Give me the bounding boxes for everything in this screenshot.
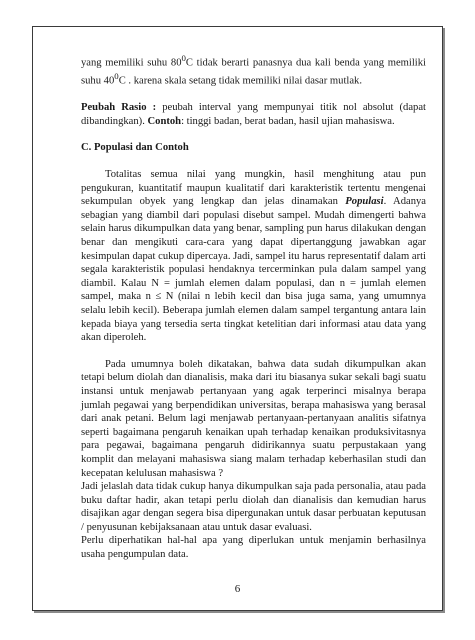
- population-paragraph: [81, 168, 426, 345]
- intro-text-1: yang memiliki suhu 80: [81, 57, 182, 69]
- conclusion-paragraph: Jadi jelaslah data tidak cukup hanya dikumpulkan saja pada personalia, atau pada buku daftar hadir, akan tetapi perlu diolah dan dianalisis dan kemudian harus disajikan agar dengan segera bisa dipergunakan untuk dasar perbuatan keputusan / penyusunan kebijaksanaan atau untuk dasar evaluasi.: [81, 481, 426, 533]
- intro-text-3: C . karena skala setang tidak memiliki nilai dasar mutlak.: [118, 75, 362, 87]
- degree-superscript: 0: [114, 71, 119, 82]
- document-body: [81, 52, 426, 562]
- paragraph-text: . Adanya sebagian yang diambil dari populasi disebut sampel. Mudah dimengerti bahwa selain harus dikumpulkan data yang benar, sampling pun harus dilakukan dengan benar dan mengikuti cara-cara yang dapat dipertanggung jawabkan agar kesimpulan dapat cukup dipercaya. Jadi, sampel itu harus representatif dalam arti segala karakteristik populasi hendaknya tercerminkan pula dalam sampel yang diambil. Kalau N = jumlah elemen dalam populasi, dan n = jumlah elemen sampel, maka n ≤ N (nilai n lebih kecil dan bisa juga sama, yang umumnya selalu lebih kecil). Beberapa jumlah elemen dalam sampel tergantung antara lain kepada biaya yang tersedia serta tingkat ketelitian dari informasi atau data yang akan diperoleh.: [81, 196, 426, 344]
- spacer: [81, 155, 426, 168]
- data-processing-paragraph: Pada umumnya boleh dikatakan, bahwa data sudah dikumpulkan akan tetapi belum diolah dan dianalisis, maka dari itu biasanya sukar sekali bagi suatu instansi untuk menjawab pertanyaan yang agak terperinci misalnya berapa jumlah pegawai yang berpendidikan universitas, berapa mahasiswa yang berasal dari anak petani. Belum lagi menjawab pertanyaan-pertanyaan analitis sifatnya seperti bagaimana pengaruh kenaikan upah terhadap kenaikan produksivitasnya para pegawai, bagaimana pengaruh didirikannya suatu perpustakaan yang komplit dan melayani mahasiswa siang malam terhadap keberhasilan studi dan kecepatan kelulusan mahasiswa ?: [81, 358, 426, 479]
- ratio-text: peubah interval yang mempunyai titik nol absolut (dapat dibandingkan).: [81, 102, 426, 127]
- intro-text-2: C tidak berarti panasnya dua kali benda yang memiliki suhu 40: [81, 57, 426, 87]
- example-text: : tinggi badan, berat badan, hasil ujian mahasiswa.: [181, 115, 395, 127]
- spacer: [81, 345, 426, 358]
- spacer: [81, 128, 426, 141]
- section-heading: C. Populasi dan Contoh: [81, 142, 189, 154]
- spacer: [81, 88, 426, 101]
- page-number: 6: [234, 583, 241, 595]
- ratio-definition: [81, 101, 426, 128]
- example-label: Contoh: [147, 115, 182, 127]
- term-populasi: Populasi: [345, 196, 384, 208]
- closing-paragraph: Perlu diperhatikan hal-hal apa yang diperlukan untuk menjamin berhasilnya usaha pengumpulan data.: [81, 535, 426, 561]
- ratio-label: Peubah Rasio :: [81, 102, 157, 114]
- degree-superscript: 0: [181, 53, 186, 63]
- paragraph-text: Totalitas semua nilai yang mungkin, hasil menghitung atau pun pengukuran, kuantitatif maupun kualitatif dari karakteristik tertentu mengenai sekumpulan obyek yang lengkap dan jelas dinamakan: [81, 169, 426, 208]
- intro-paragraph: [81, 52, 426, 88]
